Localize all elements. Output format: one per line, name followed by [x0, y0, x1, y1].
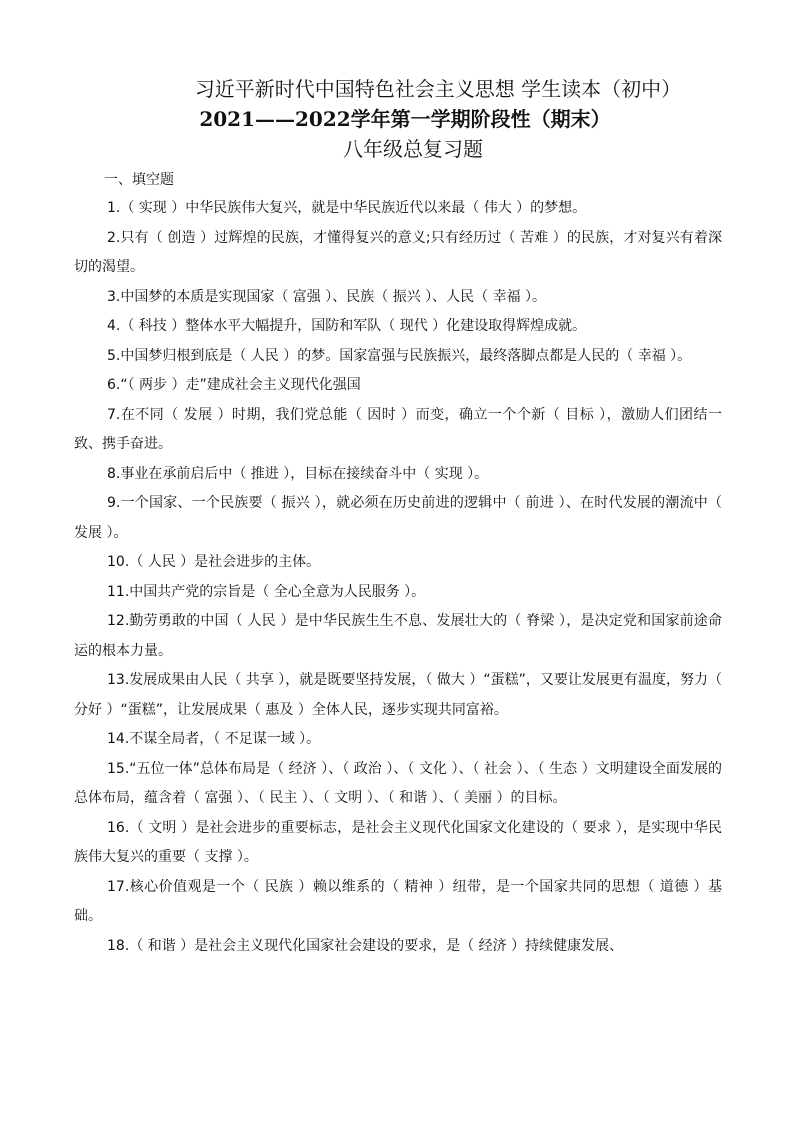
question-18: 18.（ 和谐 ）是社会主义现代化国家社会建设的要求，是（ 经济 ）持续健康发展、	[107, 937, 624, 954]
question-11: 11.中国共产党的宗旨是（ 全心全意为人民服务 ）。	[107, 583, 426, 600]
review-title: 八年级总复习题	[343, 137, 483, 161]
section-heading: 一、填空题	[104, 172, 174, 188]
question-9: 9.一个国家、一个民族要（ 振兴 ），就必须在历史前进的逻辑中（ 前进 ）、在时代发展的潮流中（ 发展 ）。	[74, 495, 722, 541]
question-6: 6.“（ 两步 ）走”建成社会主义现代化强国	[107, 377, 361, 393]
question-10: 10.（ 人民 ）是社会进步的主体。	[107, 554, 321, 570]
question-15: 15.“五位一体”总体布局是（ 经济 ）、（ 政治 ）、（ 文化 ）、（ 社会 ）、（ 生态 ）文明建设全面发展的总体布局，蕴含着（ 富强 ）、（ 民主 ）、（ 文明 ）、（ 和谐 ）、（ 美丽 ）的目标。	[74, 760, 722, 806]
question-3: 3.中国梦的本质是实现国家（ 富强 ）、民族（ 振兴 ）、人民（ 幸福 ）。	[107, 288, 547, 305]
question-list	[74, 194, 722, 961]
question-17: 17.核心价值观是一个（ 民族 ）赖以维系的（ 精神 ）纽带，是一个国家共同的思想（ 道德 ）基础。	[74, 878, 722, 924]
question-8: 8.事业在承前启后中（ 推进 ），目标在接续奋斗中（ 实现 ）。	[107, 465, 489, 482]
term-title: 2021——2022学年第一学期阶段性（期末）	[199, 107, 611, 131]
title-block	[74, 74, 722, 164]
question-4: 4.（ 科技 ）整体水平大幅提升，国防和军队（ 现代 ）化建设取得辉煌成就。	[107, 318, 587, 334]
question-5: 5.中国梦归根到底是（ 人民 ）的梦。国家富强与民族振兴，最终落脚点都是人民的（ 幸福 ）。	[107, 347, 692, 364]
question-2: 2.只有（ 创造 ）过辉煌的民族，才懂得复兴的意义;只有经历过（ 苦难 ）的民族，才对复兴有着深切的渴望。	[74, 229, 722, 275]
question-14: 14.不谋全局者，（ 不足谋一域 ）。	[107, 731, 321, 747]
document-title: 习近平新时代中国特色社会主义思想 学生读本（初中）	[194, 77, 682, 101]
question-7: 7.在不同（ 发展 ）时期，我们党总能（ 因时 ）而变，确立一个个新（ 目标 ），激励人们团结一致、携手奋进。	[74, 406, 722, 452]
question-1: 1.（ 实现 ）中华民族伟大复兴，就是中华民族近代以来最（ 伟大 ）的梦想。	[107, 200, 587, 216]
question-16: 16.（ 文明 ）是社会进步的重要标志，是社会主义现代化国家文化建设的（ 要求 ），是实现中华民族伟大复兴的重要（ 支撑 ）。	[74, 819, 722, 865]
question-12: 12.勤劳勇敢的中国（ 人民 ）是中华民族生生不息、发展壮大的（ 脊梁 ），是决定党和国家前途命运的根本力量。	[74, 613, 722, 659]
question-13: 13.发展成果由人民（ 共享 ），就是既要坚持发展，（ 做大 ）“蛋糕”，又要让发展更有温度，努力（ 分好 ）“蛋糕”，让发展成果（ 惠及 ）全体人民，逐步实现共同富裕。	[74, 672, 722, 718]
